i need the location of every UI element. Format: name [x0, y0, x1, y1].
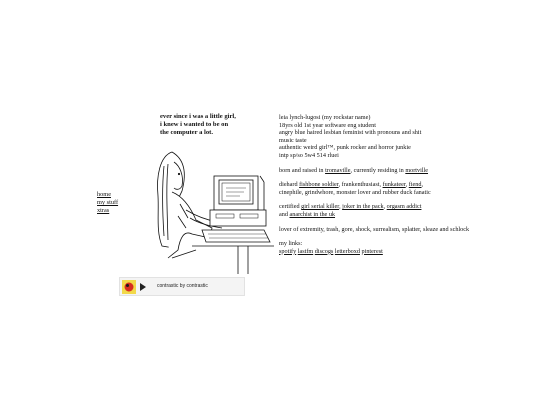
certified-text: , — [383, 203, 387, 211]
caption-line: the computer a lot. — [160, 129, 213, 136]
identity-paragraph — [279, 181, 479, 196]
lover-paragraph: lover of extremity, trash, gore, shock, surrealism, splatter, sleaze and schlock — [279, 225, 470, 233]
girl-at-computer-illustration — [152, 146, 274, 274]
intro-paragraph — [279, 114, 479, 160]
link-lastfm[interactable]: lastfm — [297, 247, 314, 255]
play-icon[interactable] — [140, 283, 146, 291]
links-paragraph — [279, 240, 479, 255]
nav-link-home[interactable]: home — [97, 191, 111, 198]
comic-caption — [160, 113, 280, 137]
album-art-thumbnail — [122, 280, 136, 294]
location-mid: , currently residing in — [350, 166, 406, 174]
link-letterboxd[interactable]: letterboxd — [334, 247, 360, 255]
link-fishbone-soldier[interactable]: fishbone soldier — [299, 181, 339, 189]
nav-link-my-stuff[interactable]: my stuff — [97, 199, 119, 206]
bio-line: intp sp/so 5w4 514 rluei — [279, 151, 339, 159]
nav-link-xtras[interactable]: xtras — [97, 207, 110, 214]
link-fiend[interactable]: fiend — [408, 181, 422, 189]
link-orgasm-addict[interactable]: orgasm addict — [386, 203, 422, 211]
music-player — [119, 277, 245, 296]
bio — [279, 114, 479, 262]
location-paragraph — [279, 167, 479, 175]
bio-line: authentic weird girl™, punk rocker and horror junkie — [279, 144, 411, 152]
link-mortville[interactable]: mortville — [405, 166, 429, 174]
link-tromaville[interactable]: tromaville — [325, 166, 351, 174]
link-spotify[interactable]: spotify — [279, 247, 297, 255]
identity-prefix: diehard — [279, 181, 300, 189]
bio-line: leia lynch-lugosi (my rockstar name) — [279, 114, 371, 121]
links-label: my links: — [279, 240, 303, 248]
certified-prefix: certified — [279, 203, 302, 211]
side-nav — [97, 191, 118, 215]
link-pinterest[interactable]: pinterest — [361, 247, 383, 255]
caption-line: ever since i was a little girl, — [160, 113, 236, 120]
certified-text: and — [279, 210, 290, 218]
certified-paragraph — [279, 203, 479, 218]
identity-text: , — [405, 181, 409, 189]
track-title: contrastic by contrastic — [157, 283, 208, 289]
bio-line: angry blue haired lesbian feminist with pronouns and shit — [279, 129, 422, 137]
location-prefix: born and raised in — [279, 166, 326, 174]
identity-text: , frankenthusiast, — [338, 181, 383, 189]
identity-text: cinephile, grindwhore, monster lover and rubber duck fanatic — [279, 188, 431, 196]
identity-text: , — [421, 181, 424, 189]
link-girl-serial-killer[interactable]: girl serial killer — [301, 203, 340, 211]
link-funkateer[interactable]: funkateer — [382, 181, 406, 189]
caption-line: i knew i wanted to be on — [160, 121, 229, 128]
link-discogs[interactable]: discogs — [314, 247, 334, 255]
bio-line: 18yrs old 1st year software eng student — [279, 121, 376, 129]
certified-text: , — [339, 203, 343, 211]
link-joker-in-the-pack[interactable]: joker in the pack — [342, 203, 384, 211]
bio-line: music taste — [279, 136, 307, 144]
link-anarchist-in-the-uk[interactable]: anarchist in the uk — [289, 210, 336, 218]
